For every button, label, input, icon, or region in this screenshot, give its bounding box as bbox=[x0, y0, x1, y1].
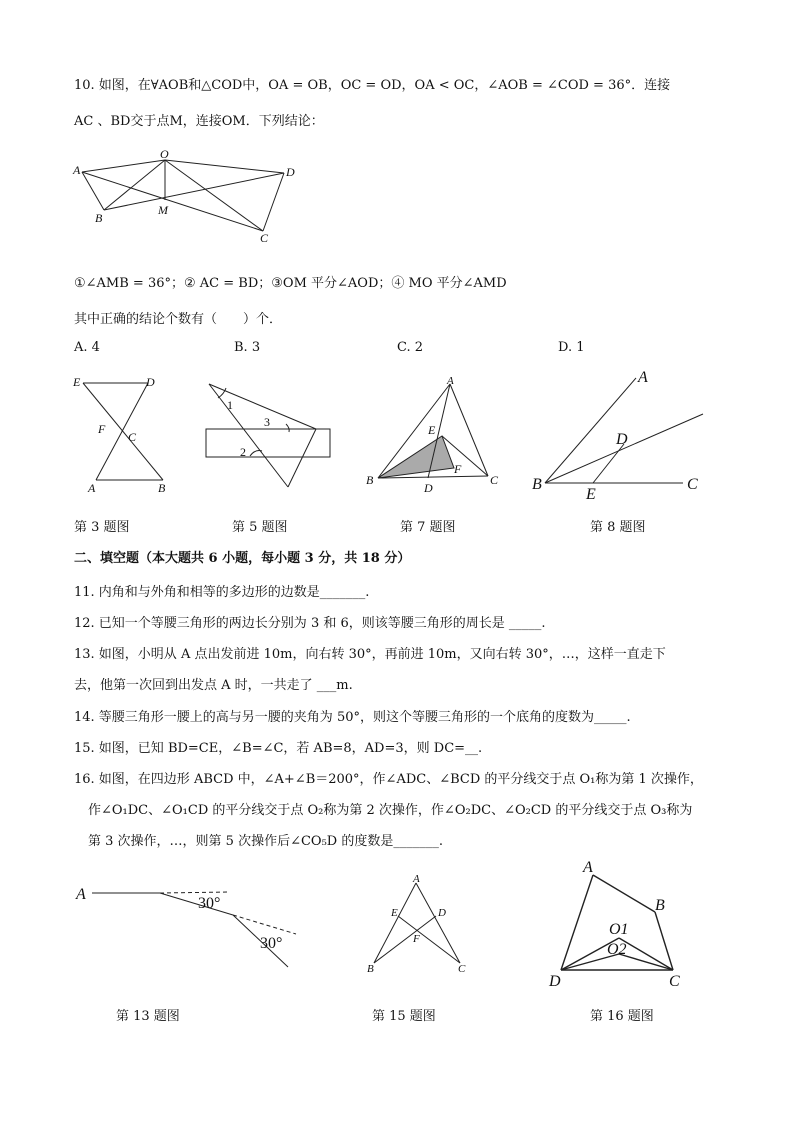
q15: 15. 如图，已知 BD=CE，∠B=∠C，若 AB=8，AD=3，则 DC=__. bbox=[74, 741, 483, 756]
fig16-label-D: D bbox=[549, 973, 561, 990]
fig13-angle-2: 30° bbox=[260, 935, 283, 952]
fig5-label-3: 3 bbox=[264, 415, 270, 429]
fig15-label-A: A bbox=[413, 873, 420, 885]
fig15-label-F: F bbox=[413, 933, 420, 945]
q14: 14. 等腰三角形一腰上的高与另一腰的夹角为 50°，则这个等腰三角形的一个底角的度数为_____. bbox=[74, 710, 631, 725]
caption-fig7: 第 7 题图 bbox=[400, 520, 456, 535]
q11: 11. 内角和与外角和相等的多边形的边数是_______. bbox=[74, 585, 370, 600]
q10-label-M: M bbox=[158, 203, 168, 217]
fig7-label-E: E bbox=[428, 423, 436, 437]
fig15 bbox=[362, 868, 472, 980]
caption-fig16: 第 16 题图 bbox=[590, 1009, 654, 1024]
fig16-label-A: A bbox=[583, 859, 593, 876]
q10-line1: 10. 如图，在∀AOB和△COD中，OA = OB，OC = OD，OA < OC，∠AOB = ∠COD = 36°．连接 bbox=[74, 78, 671, 93]
caption-fig13: 第 13 题图 bbox=[116, 1009, 180, 1024]
fig5-label-1: 1 bbox=[227, 398, 233, 412]
fig13 bbox=[70, 872, 300, 972]
fig3-label-F: F bbox=[98, 422, 106, 436]
caption-fig8: 第 8 题图 bbox=[590, 520, 646, 535]
caption-fig3: 第 3 题图 bbox=[74, 520, 130, 535]
fig3-label-B: B bbox=[158, 481, 166, 495]
fig5 bbox=[200, 376, 340, 496]
fig7-label-F: F bbox=[454, 462, 462, 476]
q12: 12. 已知一个等腰三角形的两边长分别为 3 和 6，则该等腰三角形的周长是 _____. bbox=[74, 616, 546, 631]
fig7-label-C: C bbox=[490, 473, 499, 487]
fig8-label-B: B bbox=[532, 476, 542, 493]
q10-label-A: A bbox=[73, 163, 81, 177]
fig3-label-E: E bbox=[73, 375, 81, 389]
q10-label-O: O bbox=[160, 147, 169, 161]
q10-conclusions: ①∠AMB = 36°；② AC = BD；③OM 平分∠AOD；④ MO 平分∠AMD bbox=[74, 276, 507, 291]
fig3-label-C: C bbox=[128, 430, 137, 444]
fig16 bbox=[545, 852, 695, 992]
q10-question: 其中正确的结论个数有（ ）个． bbox=[74, 312, 283, 327]
option-b: B. 3 bbox=[234, 340, 261, 355]
option-c: C. 2 bbox=[397, 340, 424, 355]
q16-line1: 16. 如图，在四边形 ABCD 中，∠A+∠B＝200°，作∠ADC、∠BCD 的平分线交于点 O₁称为第 1 次操作， bbox=[74, 772, 703, 787]
fig8 bbox=[528, 364, 708, 504]
q10-label-B: B bbox=[95, 211, 103, 225]
fig16-label-B: B bbox=[655, 897, 665, 914]
caption-fig15: 第 15 题图 bbox=[372, 1009, 436, 1024]
option-d: D. 1 bbox=[558, 340, 585, 355]
fig3-label-A: A bbox=[88, 481, 96, 495]
fig15-label-B: B bbox=[367, 963, 374, 975]
q13-line2: 去，他第一次回到出发点 A 时，一共走了 ___m. bbox=[74, 678, 353, 693]
q10-label-C: C bbox=[260, 231, 269, 245]
fig16-label-O1: O1 bbox=[609, 921, 629, 938]
q16-line2: 作∠O₁DC、∠O₁CD 的平分线交于点 O₂称为第 2 次操作，作∠O₂DC、∠O₂CD 的平分线交于点 O₃称为 bbox=[88, 803, 693, 818]
fig5-label-2: 2 bbox=[240, 445, 246, 459]
section-title: 二、填空题（本大题共 6 小题，每小题 3 分，共 18 分） bbox=[74, 551, 411, 566]
q10-figure bbox=[66, 146, 306, 246]
q16-line3: 第 3 次操作，…，则第 5 次操作后∠CO₅D 的度数是_______. bbox=[88, 834, 443, 849]
fig8-label-A: A bbox=[638, 369, 648, 386]
fig16-label-O2: O2 bbox=[607, 941, 627, 958]
fig16-label-C: C bbox=[669, 973, 680, 990]
fig3-label-D: D bbox=[146, 375, 155, 389]
fig7-label-B: B bbox=[366, 473, 374, 487]
q10-line2: AC 、BD交于点M，连接OM．下列结论： bbox=[74, 114, 324, 129]
fig15-label-C: C bbox=[458, 963, 466, 975]
fig8-label-E: E bbox=[586, 486, 596, 503]
fig15-label-E: E bbox=[391, 907, 398, 919]
fig15-label-D: D bbox=[438, 907, 446, 919]
fig7 bbox=[362, 372, 507, 497]
fig13-label-A: A bbox=[76, 886, 86, 903]
q10-label-D: D bbox=[286, 165, 295, 179]
fig7-label-A: A bbox=[447, 375, 454, 387]
fig8-label-C: C bbox=[687, 476, 698, 493]
fig13-angle-1: 30° bbox=[198, 895, 221, 912]
caption-fig5: 第 5 题图 bbox=[232, 520, 288, 535]
fig8-label-D: D bbox=[616, 431, 628, 448]
option-a: A. 4 bbox=[74, 340, 100, 355]
fig7-label-D: D bbox=[424, 481, 433, 495]
fig3 bbox=[66, 370, 176, 500]
q13-line1: 13. 如图，小明从 A 点出发前进 10m，向右转 30°，再前进 10m，又向右转 30°，…，这样一直走下 bbox=[74, 647, 666, 662]
